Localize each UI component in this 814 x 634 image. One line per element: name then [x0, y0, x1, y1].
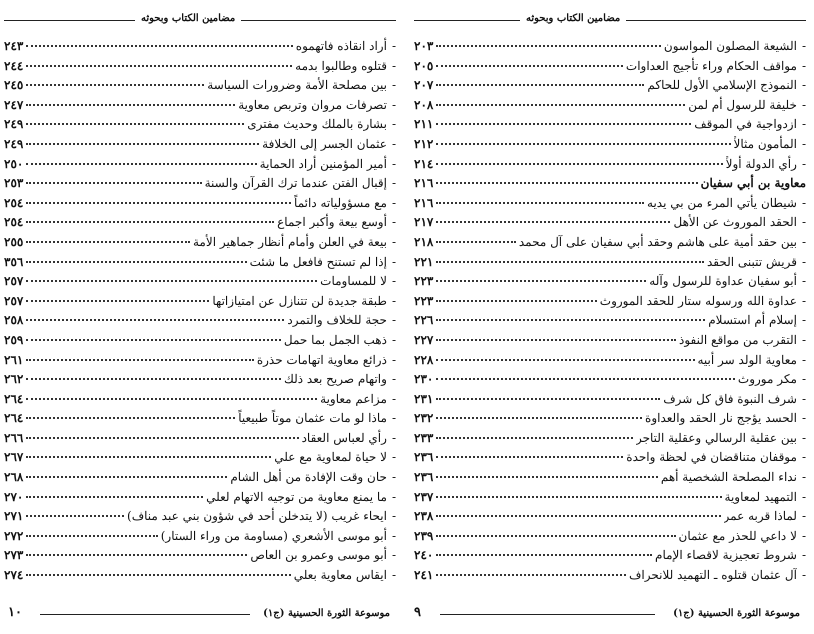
- toc-entry-title: مزاعم معاوية: [320, 391, 387, 406]
- toc-entry-title: بين عقلية الرسالي وعقلية التاجر: [635, 430, 797, 445]
- toc-entry-title: لا حياة لمعاوية مع علي: [274, 450, 387, 465]
- toc-entry-title: مع مسؤولياته دائماً: [294, 195, 387, 210]
- toc-entry-dash: -: [801, 215, 806, 230]
- left-page: [0, 0, 400, 634]
- toc-entry-dash: -: [391, 391, 396, 406]
- toc-entry-dash: -: [801, 411, 806, 426]
- toc-entry-page-number: ٢٥٠: [4, 156, 24, 171]
- toc-entry-dash: -: [801, 293, 806, 308]
- toc-entry-page-number: ٢٥٤: [4, 215, 24, 230]
- toc-entry-page-number: ٢٢٣: [414, 293, 434, 308]
- toc-entry: [414, 213, 806, 233]
- toc-dot-leader: [436, 241, 516, 243]
- toc-entry: [4, 57, 396, 77]
- toc-dot-leader: [436, 143, 730, 145]
- toc-entry-title: ما يمنع معاوية من توجيه الاتهام لعلي: [206, 489, 387, 504]
- toc-entry-title: المأمون مثالاً: [733, 136, 797, 151]
- toc-dot-leader: [436, 496, 721, 498]
- toc-entry-title: الحقد الموروث عن الأهل: [673, 215, 797, 230]
- toc-entry-page-number: ٢١٢: [414, 136, 434, 151]
- toc-entry-title: معاوية بن أبي سفيان: [700, 176, 806, 191]
- toc-entry: [414, 566, 806, 586]
- toc-entry: [4, 409, 396, 429]
- toc-dot-leader: [26, 554, 247, 556]
- toc-entry-dash: -: [391, 136, 396, 151]
- toc-dot-leader: [26, 437, 298, 439]
- toc-entry: [414, 233, 806, 253]
- toc-entry-dash: -: [801, 97, 806, 112]
- toc-entry-title: أبو موسى وعمرو بن العاص: [250, 548, 387, 563]
- toc-entry: [414, 76, 806, 96]
- toc-dot-leader: [26, 241, 190, 243]
- toc-dot-leader: [436, 378, 735, 380]
- toc-entry-dash: -: [391, 195, 396, 210]
- toc-dot-leader: [26, 319, 284, 321]
- toc-entry: [4, 546, 396, 566]
- toc-entry-dash: -: [801, 117, 806, 132]
- toc-entry-dash: -: [801, 548, 806, 563]
- toc-entry-title: موقفان متناقضان في لحظة واحدة: [626, 450, 797, 465]
- toc-entry-page-number: ٢٦٧: [4, 450, 24, 465]
- toc-entry-page-number: ٢٣٨: [414, 509, 434, 524]
- toc-entry-dash: -: [801, 274, 806, 289]
- toc-entry-dash: -: [391, 39, 396, 53]
- toc-entry-dash: -: [391, 58, 396, 73]
- toc-entry-dash: -: [801, 450, 806, 465]
- toc-entry-page-number: ٢٢٨: [414, 352, 434, 367]
- page-number: ٩: [414, 605, 421, 620]
- toc-dot-leader: [436, 535, 675, 537]
- toc-entry-dash: -: [391, 156, 396, 171]
- toc-dot-leader: [26, 456, 271, 458]
- toc-entry-page-number: ٢٧٢: [4, 528, 24, 543]
- toc-entry: [414, 272, 806, 292]
- toc-entry-dash: -: [391, 450, 396, 465]
- toc-entry: [414, 546, 806, 566]
- toc-dot-leader: [26, 182, 201, 184]
- toc-entry-title: الحسد يؤجج نار الحقد والعداوة: [645, 411, 797, 426]
- toc-entry: [4, 507, 396, 527]
- toc-entry: [4, 155, 396, 175]
- toc-entry-dash: -: [801, 470, 806, 485]
- toc-dot-leader: [26, 515, 124, 517]
- toc-entry: [414, 331, 806, 351]
- toc-entry-title: التمهيد لمعاوية: [724, 489, 797, 504]
- toc-entry-page-number: ٢٠٨: [414, 97, 434, 112]
- toc-entry-dash: -: [391, 548, 396, 563]
- toc-entry-title: قريش تتبنى الحقد: [707, 254, 797, 269]
- toc-entry-page-number: ٢٥٥: [4, 234, 24, 249]
- toc-entry-page-number: ٢٢١: [414, 254, 434, 269]
- toc-entry-title: إذا لم تستنح فافعل ما شئت: [249, 254, 387, 269]
- toc-entry-page-number: ٢٣١: [414, 391, 434, 406]
- toc-dot-leader: [436, 104, 685, 106]
- toc-entry: [4, 135, 396, 155]
- running-header: مضامين الكتاب وبحوثه: [520, 11, 626, 27]
- toc-entry: [414, 527, 806, 547]
- toc-entry-page-number: ٢٤٩: [4, 136, 24, 151]
- toc-entry-title: عداوة الله ورسوله ستار للحقد الموروث: [599, 293, 797, 308]
- toc-entry: [414, 253, 806, 273]
- toc-entry-title: ماذا لو مات عثمان موتاً طبيعياً: [238, 411, 387, 426]
- toc-entry-page-number: ٢٥٩: [4, 332, 24, 347]
- toc-entry-dash: -: [801, 313, 806, 328]
- toc-entry: [414, 96, 806, 116]
- toc-entry-dash: -: [391, 372, 396, 387]
- toc-dot-leader: [26, 202, 291, 204]
- toc-entry: [4, 174, 396, 194]
- toc-entry-dash: -: [801, 156, 806, 171]
- toc-entry: [414, 194, 806, 214]
- toc-entry-page-number: ٢٥٣: [4, 176, 24, 191]
- toc-dot-leader: [26, 221, 274, 223]
- toc-dot-leader: [26, 476, 227, 478]
- toc-entry-dash: -: [391, 78, 396, 93]
- toc-entry-dash: -: [391, 411, 396, 426]
- toc-dot-leader: [436, 574, 626, 576]
- toc-entry-title: مكر موروث: [737, 372, 797, 387]
- toc-entry-title: لماذا قربه عمر: [723, 509, 797, 524]
- toc-entry-dash: -: [801, 430, 806, 445]
- toc-entry-title: نداء المصلحة الشخصية أهم: [660, 470, 797, 485]
- toc-dot-leader: [26, 496, 203, 498]
- toc-entry-title: مواقف الحكام وراء تأجيج العداوات: [625, 58, 797, 73]
- toc-entry-title: أمير المؤمنين أراد الحماية: [259, 156, 387, 171]
- toc-dot-leader: [26, 84, 204, 86]
- toc-entry-page-number: ٢١٦: [414, 195, 434, 210]
- toc-entry-title: الشيعة المصلون المواسون: [663, 39, 797, 53]
- toc-entry-dash: -: [801, 58, 806, 73]
- toc-entry-page-number: ٢٣٦: [414, 470, 434, 485]
- toc-entry-dash: -: [391, 117, 396, 132]
- toc-entry: [4, 76, 396, 96]
- toc-entry-title: خليفة للرسول أم لمن: [688, 97, 797, 112]
- toc-dot-leader: [436, 202, 644, 204]
- toc-entry: [4, 213, 396, 233]
- toc-entry-title: النموذج الإسلامي الأول للحاكم: [647, 78, 797, 93]
- toc-entry: [414, 468, 806, 488]
- toc-entry-title: بشارة بالملك وحديث مفترى: [247, 117, 387, 132]
- toc-entry-page-number: ٢٢٧: [414, 332, 434, 347]
- toc-entry-title: ازدواجية في الموقف: [694, 117, 797, 132]
- toc-entry: [414, 311, 806, 331]
- toc-entry: [414, 37, 806, 57]
- toc-dot-leader: [436, 554, 652, 556]
- toc-entry-title: بين مصلحة الأمة وضرورات السياسة: [207, 78, 387, 93]
- toc-entry-page-number: ٢١٧: [414, 215, 434, 230]
- toc-entry-page-number: ٢٥٧: [4, 274, 24, 289]
- toc-entry: [4, 488, 396, 508]
- toc-entry-title: ذهب الجمل بما حمل: [283, 332, 387, 347]
- toc-dot-leader: [436, 261, 704, 263]
- toc-entry-page-number: ٢٣٦: [414, 450, 434, 465]
- toc-entry-title: قتلوه وطالبوا بدمه: [295, 58, 387, 73]
- toc-entry-page-number: ٢٠٧: [414, 78, 434, 93]
- toc-dot-leader: [26, 143, 259, 145]
- toc-dot-leader: [436, 300, 596, 302]
- toc-entry-page-number: ٢٠٥: [414, 58, 434, 73]
- toc-entry-page-number: ٢٣٠: [414, 372, 434, 387]
- toc-entry-page-number: ٢١٨: [414, 234, 434, 249]
- toc-entry-dash: -: [391, 313, 396, 328]
- toc-entry-title: شرف النبوة فاق كل شرف: [663, 391, 797, 406]
- toc-dot-leader: [26, 45, 292, 47]
- toc-entry-title: أبو موسى الأشعري (مساومة من وراء الستار): [160, 528, 387, 543]
- toc-dot-leader: [436, 417, 642, 419]
- toc-dot-leader: [26, 104, 235, 106]
- toc-entry-title: بيعة في العلن وأمام أنظار جماهير الأمة: [193, 234, 387, 249]
- toc-entry: [4, 37, 396, 57]
- toc-entry-page-number: ٢٣٩: [414, 528, 434, 543]
- toc-entry-title: التقرب من مواقع النفوذ: [679, 332, 797, 347]
- toc-entry: [4, 390, 396, 410]
- toc-entry: [4, 429, 396, 449]
- toc-dot-leader: [436, 123, 691, 125]
- toc-entry-title: رأي لعباس العقاد: [301, 430, 387, 445]
- toc-entry-dash: -: [391, 352, 396, 367]
- toc-entry-dash: -: [801, 136, 806, 151]
- footer-rule: [440, 614, 655, 615]
- toc-entry: [414, 351, 806, 371]
- toc-dot-leader: [26, 261, 246, 263]
- toc-entry: [414, 448, 806, 468]
- toc-entry-page-number: ٢٤٣: [4, 39, 24, 53]
- toc-entry: [4, 253, 396, 273]
- toc-dot-leader: [436, 319, 705, 321]
- toc-entry-title: بين حقد أمية على هاشم وحقد أبي سفيان على آل محمد: [518, 234, 797, 249]
- toc-entry: [4, 96, 396, 116]
- toc-entry-title: حجة للخلاف والتمرد: [287, 313, 387, 328]
- toc-dot-leader: [436, 476, 657, 478]
- toc-entry-dash: -: [391, 293, 396, 308]
- toc-entry-title: أبو سفيان عداوة للرسول وآله: [649, 274, 797, 289]
- toc-dot-leader: [436, 456, 623, 458]
- toc-entry-dash: -: [801, 234, 806, 249]
- right-page: [410, 0, 810, 634]
- toc-dot-leader: [436, 65, 623, 67]
- toc-entry-page-number: ٢٥٨: [4, 313, 24, 328]
- toc-entry: [414, 507, 806, 527]
- toc-entry-page-number: ٢٥٧: [4, 293, 24, 308]
- toc-entry-dash: -: [391, 332, 396, 347]
- toc-entry-title: إسلام أم استسلام: [708, 313, 797, 328]
- toc-entry-dash: -: [801, 352, 806, 367]
- toc-dot-leader: [26, 163, 256, 165]
- toc-dot-leader: [26, 123, 244, 125]
- toc-entry-page-number: ٢٦٨: [4, 470, 24, 485]
- toc-entry: [4, 311, 396, 331]
- toc-dot-leader: [26, 398, 317, 400]
- toc-entry-dash: -: [391, 489, 396, 504]
- toc-entry-page-number: ٢٤٧: [4, 97, 24, 112]
- toc-entry-page-number: ٢٤٠: [414, 548, 434, 563]
- toc-entry-title: لا داعي للحذر مع عثمان: [678, 528, 797, 543]
- toc-dot-leader: [26, 339, 281, 341]
- toc-entry-dash: -: [391, 470, 396, 485]
- toc-list: [4, 37, 396, 586]
- running-header: مضامين الكتاب وبحوثه: [135, 11, 241, 27]
- toc-entry-dash: -: [801, 568, 806, 583]
- toc-entry-title: أراد انقاذه فاتهموه: [295, 39, 387, 53]
- toc-entry-page-number: ٢٦٤: [4, 391, 24, 406]
- toc-dot-leader: [436, 437, 633, 439]
- toc-entry-page-number: ٢٧٠: [4, 489, 24, 504]
- toc-entry-title: شروط تعجيزية لاقصاء الإمام: [655, 548, 797, 563]
- toc-entry: [414, 390, 806, 410]
- toc-entry: [414, 115, 806, 135]
- toc-entry-title: ايقاس معاوية بعلي: [293, 568, 387, 583]
- toc-entry-page-number: ٢٢٦: [414, 313, 434, 328]
- toc-entry-title: حان وقت الإفادة من أهل الشام: [230, 470, 387, 485]
- toc-dot-leader: [436, 84, 644, 86]
- toc-entry-page-number: ٢٠٣: [414, 39, 434, 53]
- toc-entry-dash: -: [391, 430, 396, 445]
- toc-entry-page-number: ٢٧٣: [4, 548, 24, 563]
- toc-entry: [414, 135, 806, 155]
- toc-entry: [414, 57, 806, 77]
- toc-entry-title: لا للمساومات: [320, 274, 387, 289]
- toc-entry-dash: -: [801, 528, 806, 543]
- toc-dot-leader: [436, 163, 722, 165]
- toc-entry-title: ذرائع معاوية اتهامات حذرة: [256, 352, 387, 367]
- toc-entry-dash: -: [391, 274, 396, 289]
- toc-dot-leader: [26, 300, 209, 302]
- toc-entry: [414, 409, 806, 429]
- toc-entry: [414, 155, 806, 175]
- toc-entry-page-number: ٣٥٦: [4, 254, 24, 269]
- toc-entry: [414, 429, 806, 449]
- toc-list: [414, 37, 806, 586]
- toc-entry: [4, 292, 396, 312]
- toc-entry-page-number: ٢٣٢: [414, 411, 434, 426]
- toc-entry-title: طبقة جديدة لن تتنازل عن امتيازاتها: [212, 293, 387, 308]
- toc-entry: [4, 115, 396, 135]
- toc-dot-leader: [436, 339, 676, 341]
- toc-dot-leader: [26, 574, 290, 576]
- toc-entry: [4, 331, 396, 351]
- toc-dot-leader: [436, 515, 720, 517]
- toc-entry-title: معاوية الولد سر أبيه: [697, 352, 797, 367]
- toc-dot-leader: [26, 535, 157, 537]
- toc-entry: [414, 370, 806, 390]
- toc-entry-dash: -: [391, 234, 396, 249]
- toc-entry-title: رأي الدولة أولاً: [725, 156, 797, 171]
- toc-entry-dash: -: [801, 391, 806, 406]
- toc-entry-page-number: ٢٤٩: [4, 117, 24, 132]
- toc-entry-page-number: ٢٤١: [414, 568, 434, 583]
- toc-dot-leader: [26, 359, 253, 361]
- toc-entry: [4, 468, 396, 488]
- toc-entry: [4, 566, 396, 586]
- toc-entry: [4, 272, 396, 292]
- toc-entry-dash: -: [801, 489, 806, 504]
- toc-entry-dash: -: [391, 509, 396, 524]
- toc-entry: [414, 174, 806, 194]
- toc-entry-title: واتهام صريح بعد ذلك: [283, 372, 387, 387]
- toc-dot-leader: [26, 65, 292, 67]
- toc-entry-page-number: ٢٦٦: [4, 430, 24, 445]
- toc-entry-page-number: ٢٦٤: [4, 411, 24, 426]
- toc-entry-dash: -: [391, 215, 396, 230]
- toc-entry-title: عثمان الجسر إلى الخلافة: [262, 136, 387, 151]
- page-number: ١٠: [8, 605, 22, 620]
- toc-entry: [414, 488, 806, 508]
- toc-dot-leader: [26, 417, 235, 419]
- toc-entry-dash: -: [391, 568, 396, 583]
- toc-entry-dash: -: [801, 254, 806, 269]
- running-footer: موسوعة الثورة الحسينية (ج١): [263, 608, 390, 619]
- toc-entry: [4, 194, 396, 214]
- toc-entry-page-number: ٢١٤: [414, 156, 434, 171]
- running-footer: موسوعة الثورة الحسينية (ج١): [673, 608, 800, 619]
- toc-dot-leader: [26, 378, 281, 380]
- toc-entry-dash: -: [391, 254, 396, 269]
- toc-entry-page-number: ٢٦٢: [4, 372, 24, 387]
- toc-dot-leader: [26, 280, 317, 282]
- toc-entry-page-number: ٢٢٣: [414, 274, 434, 289]
- toc-entry-page-number: ٢٤٥: [4, 78, 24, 93]
- toc-dot-leader: [436, 182, 697, 184]
- footer-rule: [40, 614, 250, 615]
- toc-entry-title: إقبال الفتن عندما ترك القرآن والسنة: [204, 176, 387, 191]
- toc-entry-page-number: ٢١٦: [414, 176, 434, 191]
- toc-dot-leader: [436, 280, 646, 282]
- toc-entry-dash: -: [391, 97, 396, 112]
- toc-entry-title: أوسع بيعة وأكبر اجماع: [277, 215, 387, 230]
- toc-dot-leader: [436, 398, 660, 400]
- toc-entry-title: شيطان يأتي المرء من بي يديه: [647, 195, 797, 210]
- toc-entry-dash: -: [391, 528, 396, 543]
- toc-entry: [4, 448, 396, 468]
- toc-entry-title: تصرفات مروان وتربص معاوية: [238, 97, 387, 112]
- toc-entry-title: آل عثمان قتلوه ـ التهميد للانحراف: [628, 568, 797, 583]
- toc-dot-leader: [436, 45, 661, 47]
- toc-entry-page-number: ٢١١: [414, 117, 434, 132]
- toc-entry-dash: -: [801, 78, 806, 93]
- toc-entry-dash: -: [801, 195, 806, 210]
- toc-entry: [4, 351, 396, 371]
- toc-entry-dash: -: [391, 176, 396, 191]
- toc-entry-dash: -: [801, 39, 806, 53]
- toc-entry-page-number: ٢٧٤: [4, 568, 24, 583]
- toc-entry-title: ايحاء غريب (لا يتدخلن أحد في شؤون بني عبد مناف): [127, 509, 387, 524]
- toc-entry-dash: -: [801, 332, 806, 347]
- toc-entry-page-number: ٢٣٧: [414, 489, 434, 504]
- toc-entry: [4, 370, 396, 390]
- toc-entry-page-number: ٢٣٣: [414, 430, 434, 445]
- toc-entry-page-number: ٢٧١: [4, 509, 24, 524]
- toc-entry: [4, 233, 396, 253]
- toc-dot-leader: [436, 221, 670, 223]
- toc-entry-page-number: ٢٤٤: [4, 58, 24, 73]
- toc-entry-page-number: ٢٥٤: [4, 195, 24, 210]
- toc-entry: [4, 527, 396, 547]
- toc-entry-dash: -: [801, 509, 806, 524]
- toc-entry-page-number: ٢٦١: [4, 352, 24, 367]
- toc-entry-dash: -: [801, 372, 806, 387]
- toc-dot-leader: [436, 359, 694, 361]
- toc-entry: [414, 292, 806, 312]
